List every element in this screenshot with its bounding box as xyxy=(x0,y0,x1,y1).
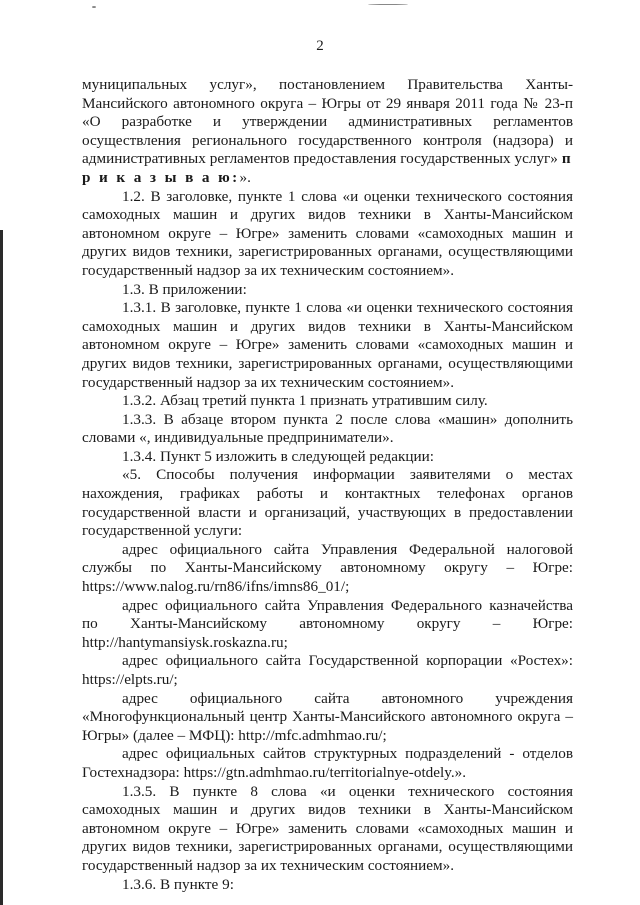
document-body xyxy=(82,76,573,894)
address-gtn: адрес официальных сайтов структурных подразделений - отделов Гостехнадзора: https://gtn.admhmao.ru/territorialnye-otdely.». xyxy=(82,745,573,781)
address-rostech: адрес официального сайта Государственной корпорации «Ростех»: https://elpts.ru/; xyxy=(82,652,573,688)
scan-speck xyxy=(368,4,408,5)
address-nalog: адрес официального сайта Управления Федеральной налоговой службы по Ханты-Мансийскому автономному округу – Югре: https://www.nalog.ru/rn86/ifns/imns86_01/; xyxy=(82,540,573,596)
paragraph-intro xyxy=(82,76,573,188)
intro-text: муниципальных услуг», постановлением Правительства Ханты-Мансийского автономного округа – Югры от 29 января 2011 года № 23-п «О разработке и утверждении административных регламентов осуществления регионального государственного контроля (надзора) и административных регламентов предоставления государственных услуг» xyxy=(82,76,573,168)
paragraph-1-3-5: 1.3.5. В пункте 8 слова «и оценки технического состояния самоходных машин и других видов техники в Ханты-Мансийском автономном округе – Югре» заменить словами «самоходных машин и других видов техники, зарегистрированных органами, осуществляющими государственный надзор за их техническим состоянием». xyxy=(82,782,573,874)
paragraph-5: «5. Способы получения информации заявителями о местах нахождения, графиках работы и контактных телефонах органов государственной власти и организаций, участвующих в предоставлении государственной услуги: xyxy=(82,466,573,540)
order-tail: ». xyxy=(239,168,251,186)
paragraph-1-3-1: 1.3.1. В заголовке, пункте 1 слова «и оценки технического состояния самоходных машин и других видов техники в Ханты-Мансийском автономном округе – Югре» заменить словами «самоходных машин и других видов техники, зарегистрированных органами, осуществляющими государственный надзор за их техническим состоянием». xyxy=(82,299,573,391)
scan-speck xyxy=(92,6,96,8)
scan-edge-mark xyxy=(0,230,3,905)
paragraph-1-2: 1.2. В заголовке, пункте 1 слова «и оценки технического состояния самоходных машин и других видов техники в Ханты-Мансийском автономном округе – Югре» заменить словами «самоходных машин и других видов техники, зарегистрированных органами, осуществляющими государственный надзор за их техническим состоянием». xyxy=(82,187,573,279)
paragraph-1-3-4: 1.3.4. Пункт 5 изложить в следующей редакции: xyxy=(122,447,435,465)
paragraph-1-3-2: 1.3.2. Абзац третий пункта 1 признать утратившим силу. xyxy=(122,392,488,410)
paragraph-1-3: 1.3. В приложении: xyxy=(122,280,247,298)
paragraph-1-3-3: 1.3.3. В абзаце втором пункта 2 после слова «машин» дополнить словами «, индивидуальные предприниматели». xyxy=(82,410,573,447)
page-number: 2 xyxy=(316,38,324,54)
address-mfc: адрес официального сайта автономного учреждения «Многофункциональный центр Ханты-Мансийского автономного округа – Югры» (далее – МФЦ): http://mfc.admhmao.ru/; xyxy=(82,689,573,744)
paragraph-1-3-6: 1.3.6. В пункте 9: xyxy=(122,875,234,893)
address-kazna: адрес официального сайта Управления Федерального казначейства по Ханты-Мансийскому автономному округу – Югре: http://hantymansiysk.roskazna.ru; xyxy=(82,596,573,651)
order-word: п р и к а з ы в а ю: xyxy=(82,150,573,186)
